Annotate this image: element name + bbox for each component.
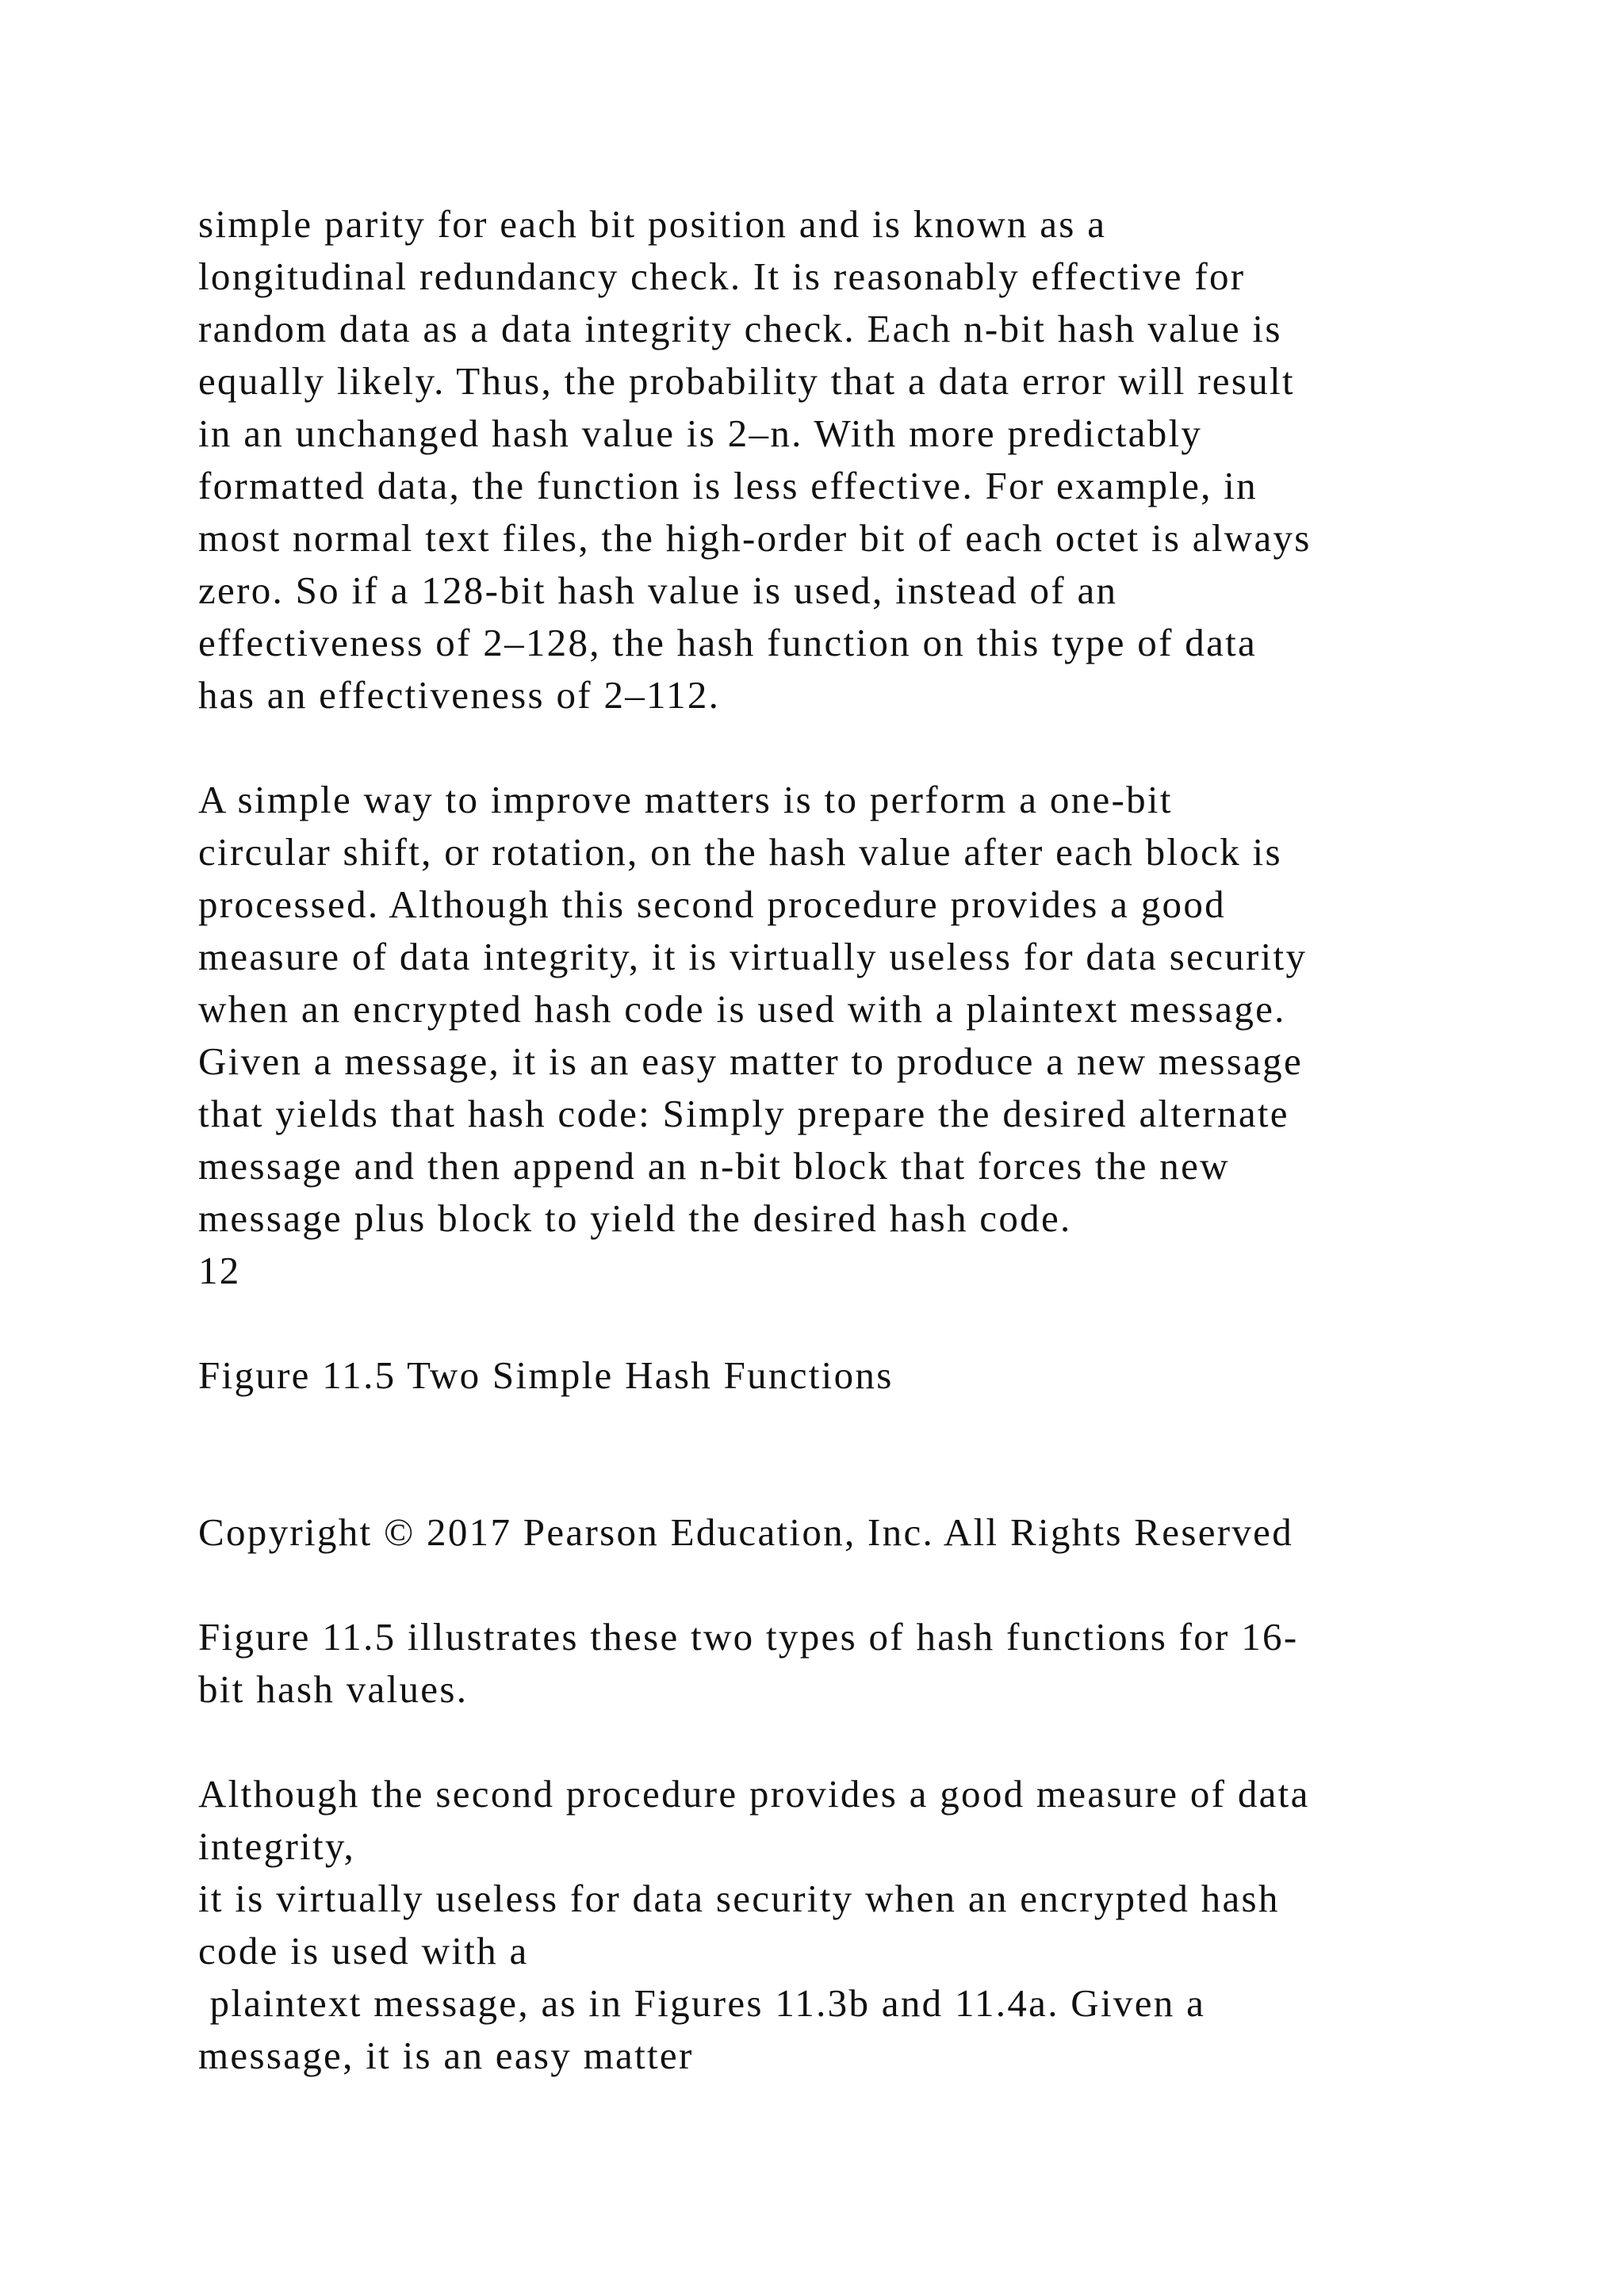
paragraph-4-line: code is used with a	[198, 1929, 529, 1973]
paragraph-2-line: Given a message, it is an easy matter to produce a new message	[198, 1039, 1304, 1083]
paragraph-1-line: has an effectiveness of 2–112.	[198, 673, 721, 717]
paragraph-2-line: processed. Although this second procedure provides a good	[198, 882, 1226, 926]
paragraph-1-line: in an unchanged hash value is 2–n. With more predictably	[198, 411, 1203, 455]
paragraph-1-line: simple parity for each bit position and is known as a	[198, 202, 1107, 246]
paragraph-2-line: A simple way to improve matters is to perform a one-bit	[198, 778, 1173, 821]
paragraph-1-line: most normal text files, the high-order bit of each octet is always	[198, 516, 1312, 560]
paragraph-1-line: equally likely. Thus, the probability that a data error will result	[198, 359, 1295, 403]
paragraph-2-line: when an encrypted hash code is used with a plaintext message.	[198, 987, 1286, 1031]
paragraph-3-line: bit hash values.	[198, 1667, 469, 1711]
paragraph-1-line: longitudinal redundancy check. It is reasonably effective for	[198, 254, 1246, 298]
copyright-notice: Copyright © 2017 Pearson Education, Inc. All Rights Reserved	[198, 1510, 1294, 1554]
figure-caption: Figure 11.5 Two Simple Hash Functions	[198, 1353, 894, 1397]
paragraph-2-line: message and then append an n-bit block that forces the new	[198, 1144, 1230, 1188]
slide-number: 12	[198, 1249, 241, 1292]
paragraph-1-line: effectiveness of 2–128, the hash function on this type of data	[198, 621, 1258, 664]
paragraph-4-line: message, it is an easy matter	[198, 2034, 694, 2077]
paragraph-2-line: that yields that hash code: Simply prepare the desired alternate	[198, 1092, 1289, 1135]
paragraph-2-line: measure of data integrity, it is virtually useless for data security	[198, 935, 1308, 978]
paragraph-1-line: formatted data, the function is less effective. For example, in	[198, 464, 1258, 507]
paragraph-4-line: plaintext message, as in Figures 11.3b and 11.4a. Given a	[198, 1981, 1206, 2025]
paragraph-3-line: Figure 11.5 illustrates these two types of hash functions for 16-	[198, 1615, 1299, 1659]
paragraph-2-line: message plus block to yield the desired hash code.	[198, 1196, 1072, 1240]
paragraph-4-line: Although the second procedure provides a good measure of data	[198, 1772, 1310, 1816]
paragraph-2-line: circular shift, or rotation, on the hash value after each block is	[198, 830, 1282, 874]
paragraph-1-line: random data as a data integrity check. Each n-bit hash value is	[198, 307, 1282, 350]
paragraph-4-line: integrity,	[198, 1824, 356, 1868]
paragraph-4-line: it is virtually useless for data security when an encrypted hash	[198, 1877, 1280, 1920]
paragraph-1-line: zero. So if a 128-bit hash value is used, instead of an	[198, 568, 1118, 612]
